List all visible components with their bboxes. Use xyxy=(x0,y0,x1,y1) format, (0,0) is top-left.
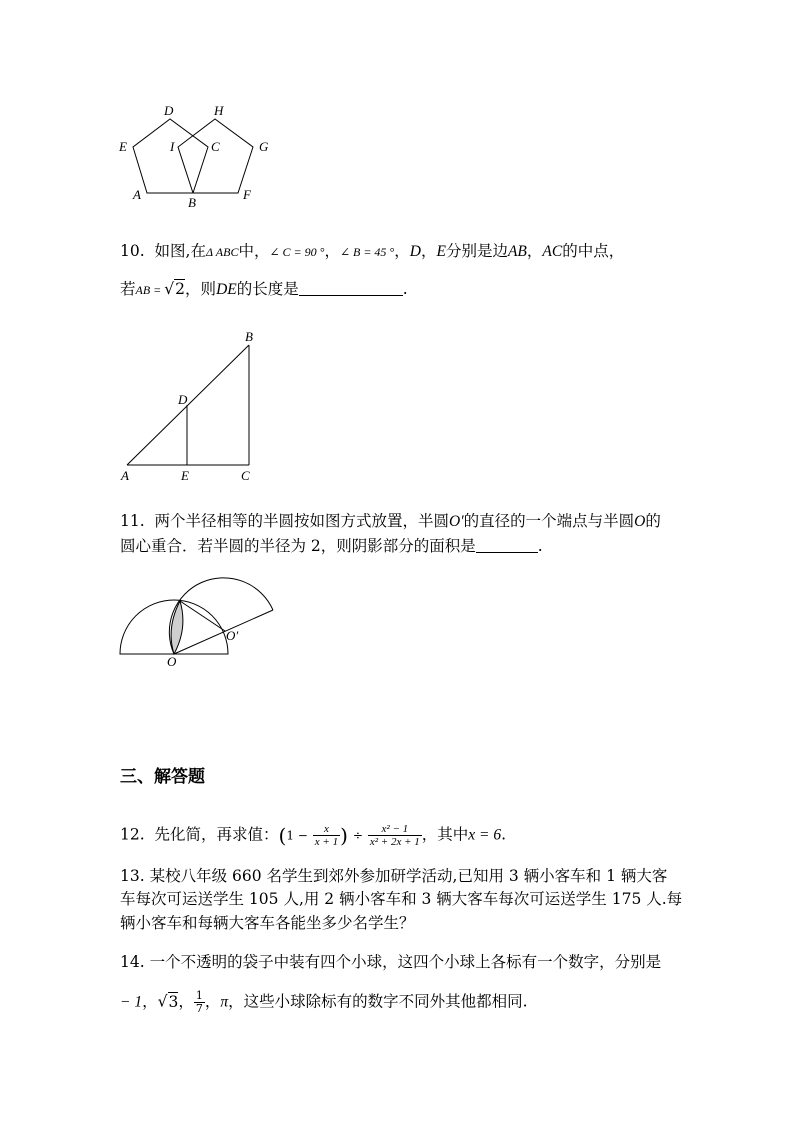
figure-pentagons xyxy=(110,100,280,210)
segment-ab xyxy=(127,345,249,465)
diameter-o-prime xyxy=(174,610,273,654)
q10-number: 10. xyxy=(120,242,145,260)
section-3-title: 三、解答题 xyxy=(120,767,205,787)
q12-text-a: 先化简，再求值： xyxy=(154,825,279,844)
q10-ac: AC xyxy=(542,243,563,260)
q11-end: . xyxy=(537,537,543,555)
q12-end: . xyxy=(501,825,507,844)
semicircle-o-prime xyxy=(169,578,273,654)
q12-condition: x = 6 xyxy=(468,826,502,844)
q10-line2 xyxy=(120,279,408,300)
q12-fraction-2: $\frac{\text{x² − 1}}{\text{x² + 2x + 1}}$ xyxy=(369,823,420,848)
q10-comma1: ， xyxy=(324,242,340,260)
q13-line3: 辆小客车和每辆大客车各能坐多少名学生？ xyxy=(120,914,415,932)
q11-answer-blank[interactable] xyxy=(476,538,538,553)
q10-text-g: ，则 xyxy=(185,280,217,298)
q14-comma2: ， xyxy=(178,992,194,1011)
pentagon-right xyxy=(178,119,253,193)
label-o: O xyxy=(167,654,177,669)
q14-sqrt-sign: √ xyxy=(157,992,168,1011)
q10-sqrt-sign: √ xyxy=(164,280,175,298)
q10-angle-b: ∠ B = 45 ° xyxy=(339,245,395,259)
label-b: B xyxy=(245,329,253,344)
q14-line1: 14. 一个不透明的袋子中装有四个小球，这四个小球上各标有一个数字，分别是 xyxy=(120,953,662,971)
q12-one-minus: 1 − xyxy=(286,828,308,843)
q12-line: 12. 先化简，再求值：(1 − $\frac{x}{x + 1}$ ) ÷ $\frac{\text{x² − 1}}{\text{x² + 2x + 1}}$ ，其中x = 6. xyxy=(120,823,507,848)
q10-de: DE xyxy=(216,281,237,298)
q12-number: 12. xyxy=(120,825,145,844)
q10-angle-c: ∠ C = 90 ° xyxy=(269,245,325,259)
label-f: F xyxy=(243,187,251,202)
q14-line2 xyxy=(120,990,528,1015)
q10-text-b: 中， xyxy=(238,242,270,260)
q11-o-prime: O′ xyxy=(449,513,464,530)
label-a: A xyxy=(121,468,129,483)
label-i: I xyxy=(170,139,175,154)
q14-neg-one: − 1 xyxy=(120,993,143,1011)
pentagon-left xyxy=(133,119,208,193)
label-g: G xyxy=(259,139,269,154)
q12-text-b: ，其中 xyxy=(421,825,469,844)
label-d: D xyxy=(178,392,188,407)
q10-text-c: ， xyxy=(394,242,410,260)
label-o-prime: O′ xyxy=(226,628,239,643)
q10-comma3: ， xyxy=(526,242,543,260)
q10-text-e: 的中点， xyxy=(562,242,625,260)
q10-end: . xyxy=(402,280,408,298)
q10-text-h: 的长度是 xyxy=(236,280,299,298)
label-d: D xyxy=(164,103,174,118)
q11-text-b: 的直径的一个端点与半圆 xyxy=(463,512,635,530)
figure-triangle xyxy=(110,325,270,490)
label-c: C xyxy=(211,139,220,154)
chord xyxy=(180,601,225,631)
q11-text-c: 的 xyxy=(645,512,661,530)
q10-e: E xyxy=(436,243,446,260)
q10-answer-blank[interactable] xyxy=(299,281,403,296)
q11-number: 11. xyxy=(120,512,145,530)
label-e: E xyxy=(119,139,127,154)
q10-ab: AB xyxy=(507,243,527,260)
q13-line1: 13. 某校八年级 660 名学生到郊外参加研学活动,已知用 3 辆小客车和 1 辆大客 xyxy=(120,867,668,885)
q14-pi: π xyxy=(220,993,229,1011)
q10-line1 xyxy=(120,241,624,262)
q14-sqrt-value: 3 xyxy=(168,992,179,1011)
q11-line2 xyxy=(120,536,543,556)
q11-o: O xyxy=(634,513,646,530)
q14-comma1: ， xyxy=(142,992,158,1011)
q10-ab-eq: AB = xyxy=(135,283,165,297)
q10-sqrt-value: 2 xyxy=(175,280,186,298)
q14-fraction: $\frac{1}{7}$ xyxy=(195,989,203,1015)
q14-text-b: ，这些小球除标有的数字不同外其他都相同. xyxy=(228,992,528,1011)
q10-text-a: 如图,在 xyxy=(154,242,206,260)
q10-triangle: Δ ABC xyxy=(205,245,239,259)
label-b: B xyxy=(188,195,196,210)
q12-fraction-1: $\frac{x}{x + 1}$ xyxy=(314,823,339,848)
lens-shade xyxy=(171,601,183,654)
q14-comma3: ， xyxy=(204,992,221,1011)
q11-text-a: 两个半径相等的半圆按如图方式放置，半圆 xyxy=(154,512,450,530)
label-c: C xyxy=(241,468,250,483)
q12-divide: ÷ xyxy=(352,828,363,843)
q11-line2-text: 圆心重合．若半圆的半径为 2，则阴影部分的面积是 xyxy=(120,537,476,555)
q10-d: D xyxy=(409,243,421,260)
q13-line2: 车每次可运送学生 105 人,用 2 辆小客车和 3 辆大客车每次可运送学生 175 人.每 xyxy=(120,890,683,908)
q10-text-f: 若 xyxy=(120,280,136,298)
q10-text-d: 分别是边 xyxy=(445,242,508,260)
label-a: A xyxy=(133,187,141,202)
figure-semicircles xyxy=(110,570,285,675)
q11-line1 xyxy=(120,511,661,532)
label-h: H xyxy=(214,103,224,118)
label-e: E xyxy=(181,468,189,483)
q10-comma2: ， xyxy=(420,242,437,260)
